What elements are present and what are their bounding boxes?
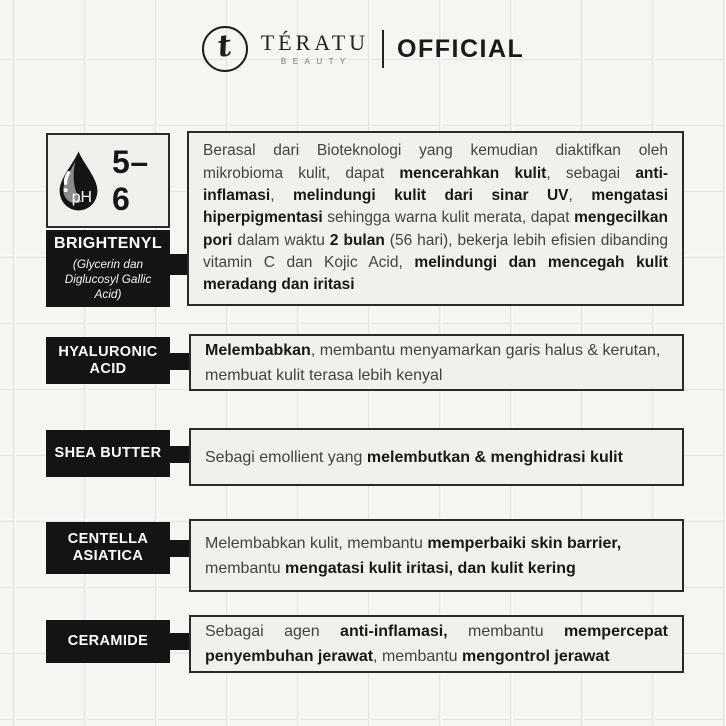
description-text: Melembabkan, membantu menyamarkan garis halus & kerutan, membuat kulit terasa lebih kenyal bbox=[205, 341, 661, 384]
description-box-centella-asiatica bbox=[189, 519, 684, 592]
ingredient-name: CENTELLA ASIATICA bbox=[67, 531, 149, 564]
brand-block bbox=[261, 32, 369, 66]
description-text: Berasal dari Bioteknologi yang kemudian diaktifkan oleh mikrobioma kulit, dapat mencerahkan kulit, sebagai anti-inflamasi, melindungi kulit dari sinar UV, mengatasi hiperpigmentasi sehingga warna kulit merata, dapat mengecilkan pori dalam waktu 2 bulan (56 hari), bekerja lebih efisien dibanding vitamin C dan Kojic Acid, melindungi dan mencegah kulit meradang dan iritasi bbox=[203, 142, 669, 294]
teratu-logo-icon bbox=[202, 26, 248, 72]
description-box-ceramide bbox=[189, 615, 684, 673]
ingredient-label-shea-butter bbox=[46, 430, 170, 477]
header bbox=[0, 22, 726, 76]
description-text: Melembabkan kulit, membantu memperbaiki skin barrier, membantu mengatasi kulit iritasi, dan kulit kering bbox=[205, 534, 622, 577]
ingredient-name: CERAMIDE bbox=[67, 633, 149, 649]
ingredient-name: SHEA BUTTER bbox=[54, 445, 162, 461]
brand-subtitle: BEAUTY bbox=[280, 57, 352, 66]
ingredient-label-ceramide bbox=[46, 620, 170, 663]
header-divider bbox=[382, 30, 384, 68]
ph-value: 5–6 bbox=[112, 143, 149, 217]
description-text: Sebagai agen anti-inflamasi, membantu mempercepat penyembuhan jerawat, membantu mengontrol jerawat bbox=[205, 623, 668, 665]
ingredient-name: BRIGHTENYL bbox=[54, 235, 162, 252]
ingredient-subname: (Glycerin dan Diglucosyl Gallic Acid) bbox=[64, 257, 152, 301]
ingredient-label-centella-asiatica bbox=[46, 522, 170, 574]
ingredient-name: HYALURONIC ACID bbox=[58, 343, 158, 377]
description-box-brightenyl bbox=[187, 131, 684, 306]
logo-monogram: t bbox=[215, 28, 234, 65]
description-box-shea-butter bbox=[189, 428, 684, 486]
ph-badge bbox=[46, 133, 170, 228]
official-label: OFFICIAL bbox=[397, 34, 525, 63]
description-box-hyaluronic-acid bbox=[189, 334, 684, 391]
ingredient-label-hyaluronic-acid bbox=[46, 337, 170, 384]
ph-drop-icon bbox=[52, 148, 105, 214]
brand-name: TÉRATU bbox=[260, 30, 370, 55]
ingredient-label-brightenyl bbox=[46, 230, 170, 307]
description-text: Sebagi emollient yang melembutkan & menghidrasi kulit bbox=[205, 448, 623, 466]
ph-drop-label: pH bbox=[71, 188, 93, 206]
